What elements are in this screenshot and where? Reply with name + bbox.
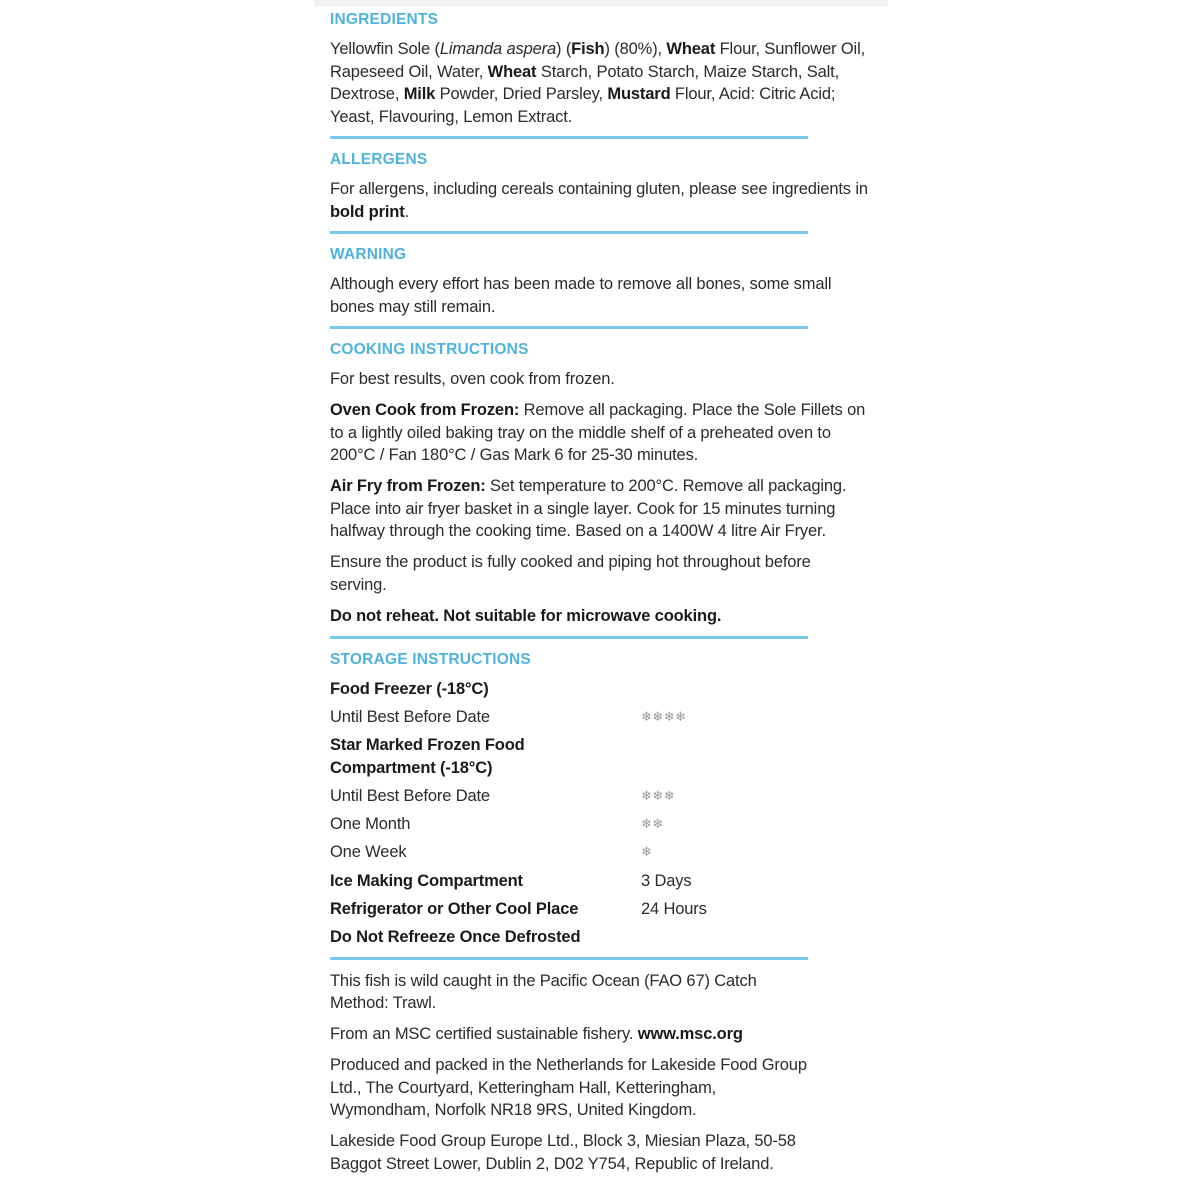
ff-until-label: Until Best Before Date <box>330 707 490 726</box>
europe-address: Lakeside Food Group Europe Ltd., Block 3, Miesian Plaza, 50-58 Baggot Street Lower, Dublin 2, D02 Y754, Republic of Ireland. <box>330 1132 796 1173</box>
cooking-ensure: Ensure the product is fully cooked and piping hot throughout before serving. <box>330 553 811 594</box>
text-run: Flour, Acid: Citric Acid; Yeast, Flavouring, Lemon Extract. <box>330 85 836 126</box>
section-divider <box>330 136 808 139</box>
storage-heading: STORAGE INSTRUCTIONS <box>330 650 531 668</box>
allergen-bold-text: Milk <box>403 85 436 103</box>
top-border <box>314 0 888 6</box>
one-month-label: One Month <box>330 815 411 834</box>
three-star-icon: ❄❄❄ <box>641 787 676 803</box>
section-divider <box>330 231 808 234</box>
allergen-bold-text: Fish <box>571 40 605 58</box>
product-info-panel <box>330 10 870 1175</box>
four-star-icon: ❄❄❄❄ <box>641 708 687 724</box>
allergen-bold-text: Wheat <box>487 62 537 81</box>
fridge-label: Refrigerator or Other Cool Place <box>330 900 579 919</box>
airfry-text: Set temperature to 200°C. Remove all packaging. Place into air fryer basket in a single layer. Cook for 15 minutes turning halfway through the cooking time. Based on a 1400W 4 litre Air Fryer. <box>330 477 847 540</box>
no-reheat-warning <box>330 605 870 628</box>
one-week-label: One Week <box>330 843 407 862</box>
fridge-value: 24 Hours <box>641 900 707 919</box>
cooking-intro: For best results, oven cook from frozen. <box>330 370 615 388</box>
cooking-section <box>330 340 870 639</box>
ice-making-value: 3 Days <box>641 871 692 890</box>
msc-text: From an MSC certified sustainable fishery. <box>330 1025 638 1044</box>
ingredients-text <box>330 38 870 128</box>
allergen-bold-text: Mustard <box>607 85 671 103</box>
storage-row <box>330 785 870 808</box>
storage-row <box>330 706 870 729</box>
section-divider <box>330 636 808 639</box>
airfry-label: Air Fry from Frozen: <box>330 477 486 495</box>
section-divider <box>330 326 808 329</box>
allergen-bold-text: bold print <box>330 202 405 221</box>
allergen-bold-text: Wheat <box>666 40 716 58</box>
allergens-heading: ALLERGENS <box>330 151 428 168</box>
msc-link[interactable]: www.msc.org <box>637 1025 743 1044</box>
ingredients-section <box>330 10 870 139</box>
section-divider <box>330 957 808 960</box>
text-run: . <box>404 202 410 221</box>
allergens-text <box>330 178 870 223</box>
origin-section <box>330 970 870 1176</box>
catch-info: This fish is wild caught in the Pacific Ocean (FAO 67) Catch Method: Trawl. <box>330 971 757 1013</box>
two-star-icon: ❄❄ <box>641 816 664 832</box>
storage-row <box>330 813 870 836</box>
warning-text: Although every effort has been made to remove all bones, some small bones may still remain. <box>330 275 832 316</box>
ingredients-heading: INGREDIENTS <box>330 11 439 28</box>
star-marked-label: Star Marked Frozen Food Compartment (-18°C) <box>330 736 525 777</box>
storage-row <box>330 926 870 949</box>
text-run: Yellowfin Sole ( <box>330 40 440 58</box>
storage-row <box>330 678 870 701</box>
text-run: For allergens, including cereals containing gluten, please see ingredients in <box>330 180 868 198</box>
one-star-icon: ❄ <box>641 844 653 860</box>
text-run: ) (80%), <box>604 40 667 58</box>
no-reheat-text: Do not reheat. Not suitable for microwave cooking. <box>330 606 722 625</box>
warning-section <box>330 245 870 329</box>
allergens-section <box>330 150 870 234</box>
food-freezer-label: Food Freezer (-18°C) <box>330 679 489 698</box>
no-refreeze-label: Do Not Refreeze Once Defrosted <box>330 928 581 947</box>
oven-instructions <box>330 399 870 467</box>
producer-address: Produced and packed in the Netherlands for Lakeside Food Group Ltd., The Courtyard, Ketteringham Hall, Ketteringham, Wymondham, Norfolk NR18 9RS, United Kingdom. <box>330 1056 807 1120</box>
storage-row <box>330 870 870 893</box>
text-run: Flour, Sunflower Oil, Rapeseed Oil, Water, <box>330 40 866 81</box>
cooking-heading: COOKING INSTRUCTIONS <box>330 341 529 358</box>
sm-until-label: Until Best Before Date <box>330 786 490 805</box>
oven-label: Oven Cook from Frozen: <box>330 401 520 419</box>
warning-heading: WARNING <box>330 246 407 263</box>
text-run: ) ( <box>556 40 572 58</box>
ice-making-label: Ice Making Compartment <box>330 871 523 890</box>
text-run: Powder, Dried Parsley, <box>435 85 608 103</box>
storage-row <box>330 841 870 864</box>
latin-name-text: Limanda aspera <box>439 40 557 58</box>
text-run: Starch, Potato Starch, Maize Starch, Salt, Dextrose, <box>330 62 840 103</box>
airfry-instructions <box>330 475 870 543</box>
storage-row <box>330 734 870 779</box>
storage-row <box>330 898 870 921</box>
storage-section <box>330 650 870 960</box>
msc-info <box>330 1023 870 1046</box>
oven-text: Remove all packaging. Place the Sole Fillets on to a lightly oiled baking tray on the middle shelf of a preheated oven to 200°C / Fan 180°C / Gas Mark 6 for 25-30 minutes. <box>330 401 866 464</box>
